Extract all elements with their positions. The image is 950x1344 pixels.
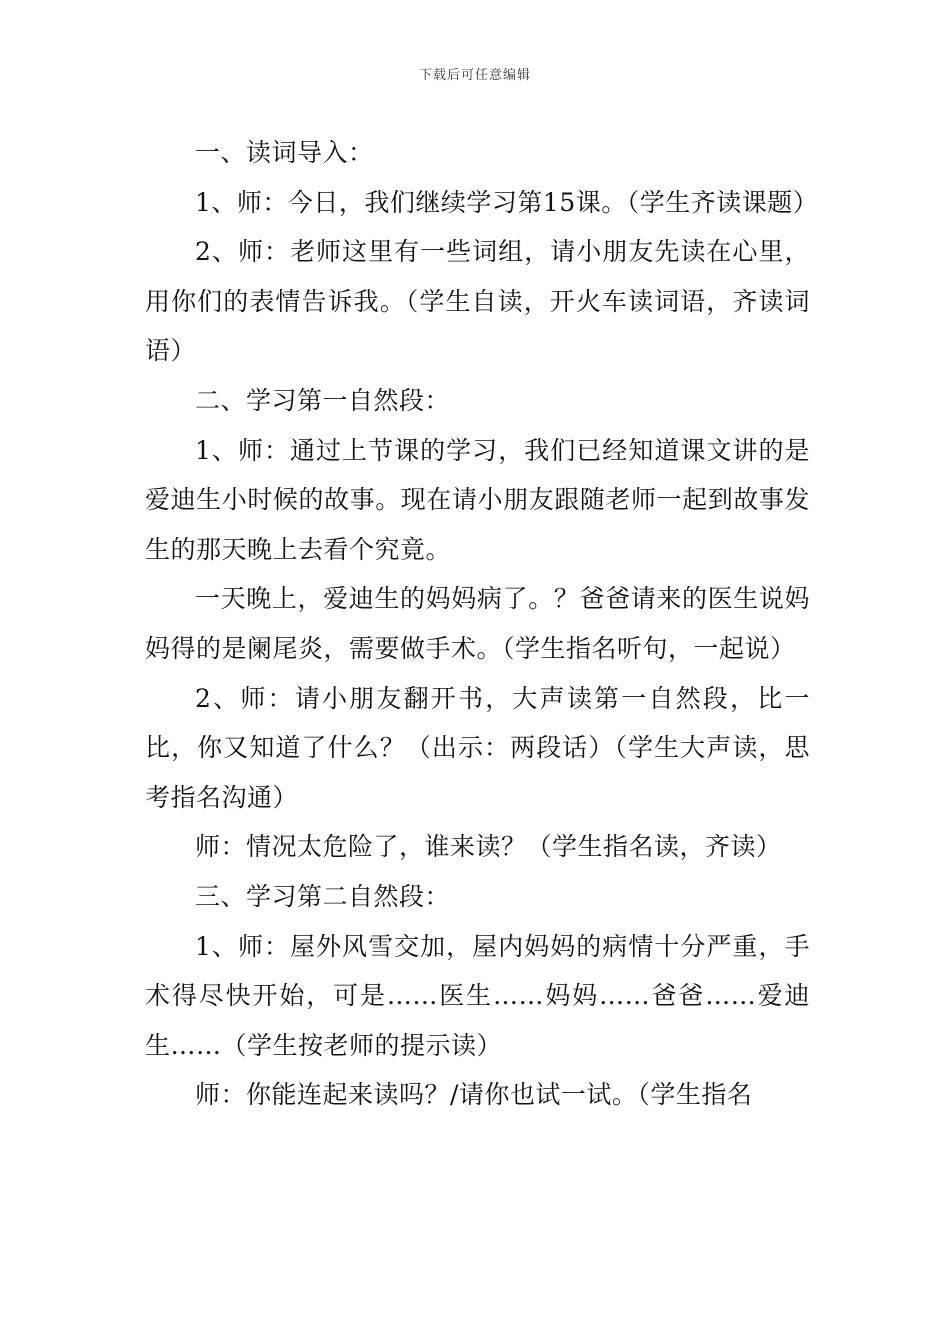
- section-heading-second-paragraph: 三、学习第二自然段：: [195, 881, 451, 911]
- section-heading-reading-words: 一、读词导入：: [195, 138, 374, 167]
- document-body: [145, 128, 819, 1120]
- paragraph: 师：情况太危险了，谁来读？（学生指名读，齐读）: [195, 832, 782, 862]
- section-heading-first-paragraph: 二、学习第一自然段：: [195, 385, 451, 415]
- paragraph: 师：你能连起来读吗？/请你也试一试。（学生指名: [195, 1080, 753, 1110]
- paragraph: 一天晚上，爱迪生的妈妈病了。？爸爸请来的医生说妈妈得的是阑尾炎，需要做手术。（学生指名听句，一起说）: [145, 584, 810, 663]
- paragraph: 2、师：请小朋友翻开书，大声读第一自然段，比一比，你又知道了什么？（出示：两段话）（学生大声读，思考指名沟通）: [145, 683, 810, 812]
- paragraph: 2、师：老师这里有一些词组，请小朋友先读在心里，用你们的表情告诉我。（学生自读，开火车读词语，齐读词语）: [145, 237, 810, 366]
- page-header: 下载后可任意编辑: [418, 68, 531, 83]
- paragraph: 1、师：今日，我们继续学习第15课。（学生齐读课题）: [195, 187, 819, 217]
- paragraph: 1、师：屋外风雪交加，屋内妈妈的病情十分严重，手术得尽快开始，可是……医生……妈妈……爸爸……爱迪生……（学生按老师的提示读）: [145, 931, 810, 1060]
- paragraph: 1、师：通过上节课的学习，我们已经知道课文讲的是爱迪生小时候的故事。现在请小朋友跟随老师一起到故事发生的那天晚上去看个究竟。: [145, 435, 810, 564]
